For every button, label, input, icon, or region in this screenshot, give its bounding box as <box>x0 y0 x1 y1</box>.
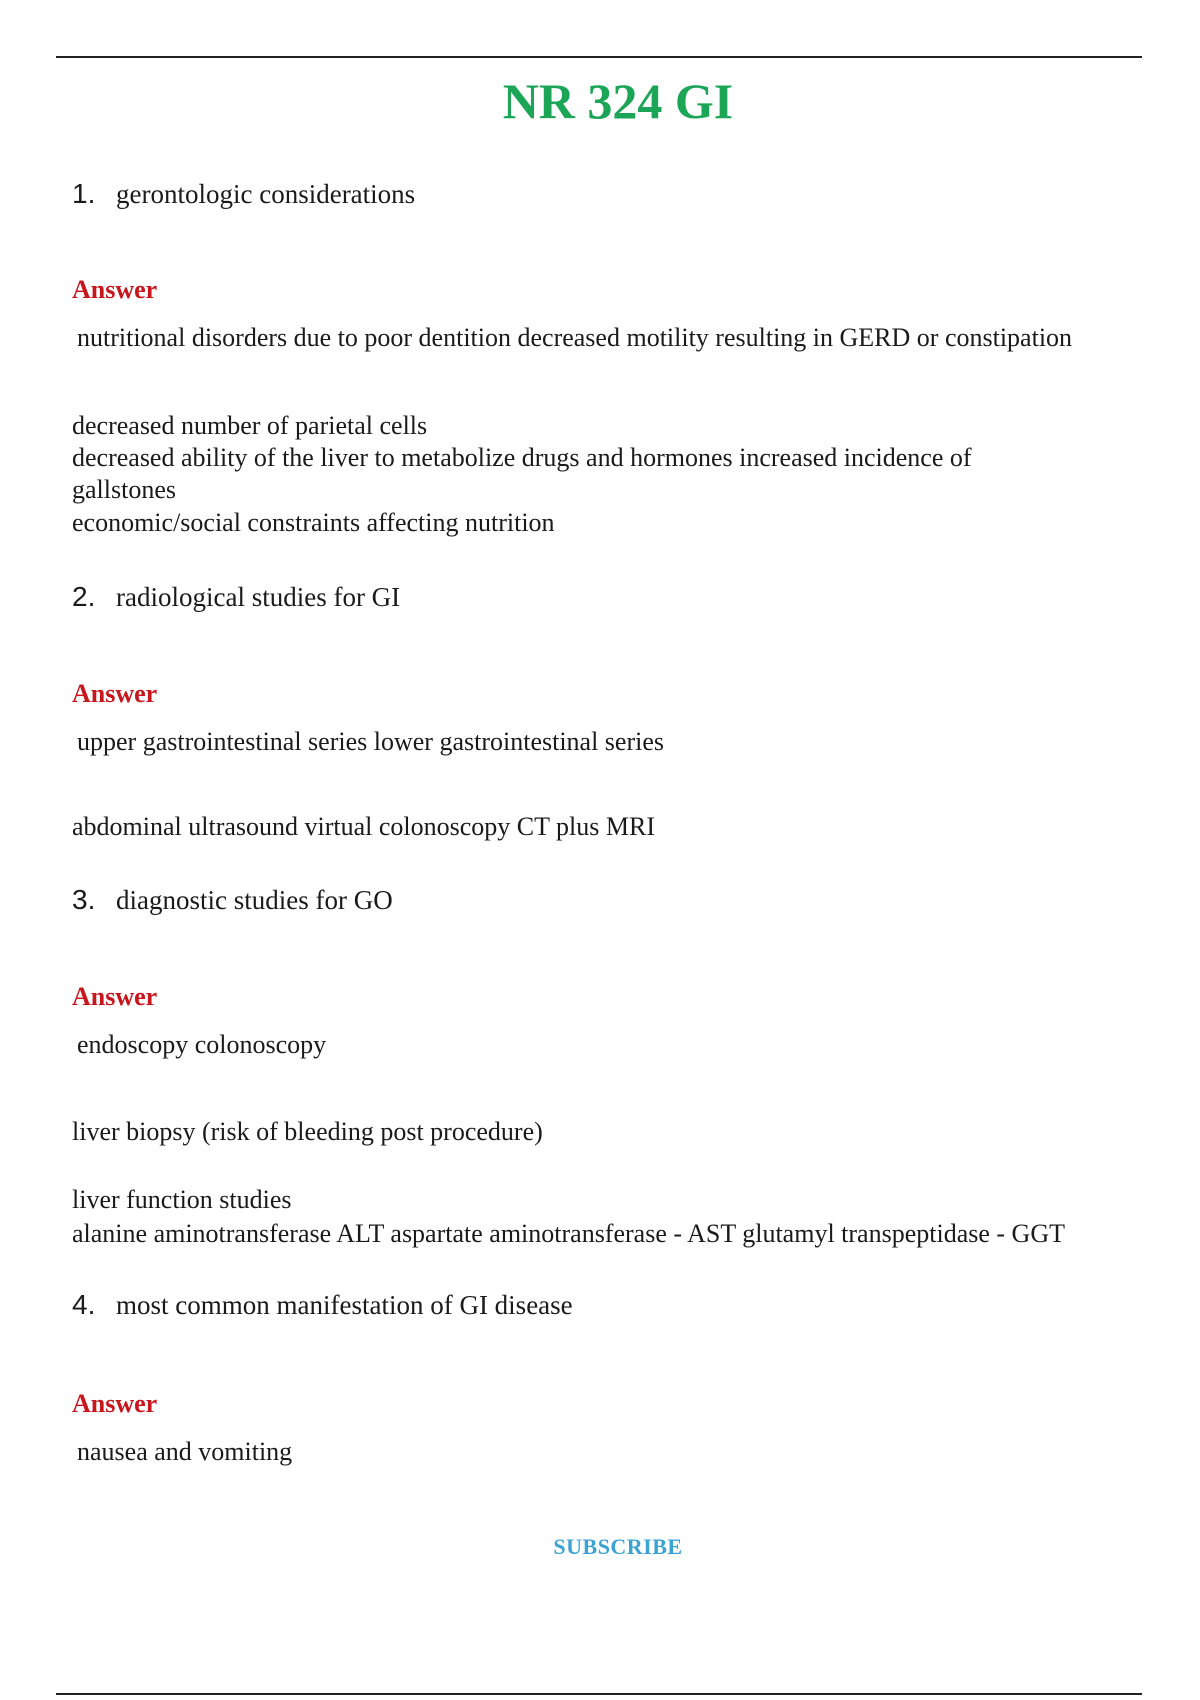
answer-3-line-1: endoscopy colonoscopy <box>77 1030 327 1059</box>
answer-4-line-1: nausea and vomiting <box>77 1437 293 1466</box>
answer-label-4: Answer <box>72 1389 158 1418</box>
question-4 <box>72 1289 573 1321</box>
question-number: 4. <box>72 1289 96 1320</box>
answer-1-line-1: nutritional disorders due to poor dentition decreased motility resulting in GERD or constipation <box>77 323 1073 352</box>
question-number: 3. <box>72 884 96 915</box>
question-3 <box>72 884 393 916</box>
answer-3-line-2: liver biopsy (risk of bleeding post procedure) <box>72 1117 543 1146</box>
question-text: most common manifestation of GI disease <box>116 1290 573 1320</box>
answer-3-line-4: alanine aminotransferase ALT aspartate aminotransferase - AST glutamyl transpeptidase - GGT <box>72 1219 1065 1248</box>
answer-1-line-2: decreased number of parietal cells <box>72 411 428 440</box>
subscribe-link[interactable]: SUBSCRIBE <box>553 1534 683 1559</box>
document-title: NR 324 GI <box>502 73 734 129</box>
answer-2-line-2: abdominal ultrasound virtual colonoscopy CT plus MRI <box>72 812 656 841</box>
question-text: radiological studies for GI <box>116 582 401 612</box>
question-2 <box>72 581 400 613</box>
answer-label-3: Answer <box>72 982 158 1011</box>
question-number: 1. <box>72 178 96 209</box>
question-text: gerontologic considerations <box>116 179 416 209</box>
question-1 <box>72 178 415 210</box>
bottom-rule <box>56 1693 1142 1695</box>
question-number: 2. <box>72 581 96 612</box>
top-rule <box>56 56 1142 58</box>
answer-1-line-4: economic/social constraints affecting nutrition <box>72 508 555 537</box>
answer-2-line-1: upper gastrointestinal series lower gastrointestinal series <box>77 727 665 756</box>
answer-1-line-3: decreased ability of the liver to metabolize drugs and hormones increased incidence of gallstones <box>72 443 972 504</box>
answer-label-1: Answer <box>72 275 158 304</box>
answer-3-line-3: liver function studies <box>72 1185 292 1214</box>
answer-label-2: Answer <box>72 679 158 708</box>
question-text: diagnostic studies for GO <box>116 885 393 915</box>
